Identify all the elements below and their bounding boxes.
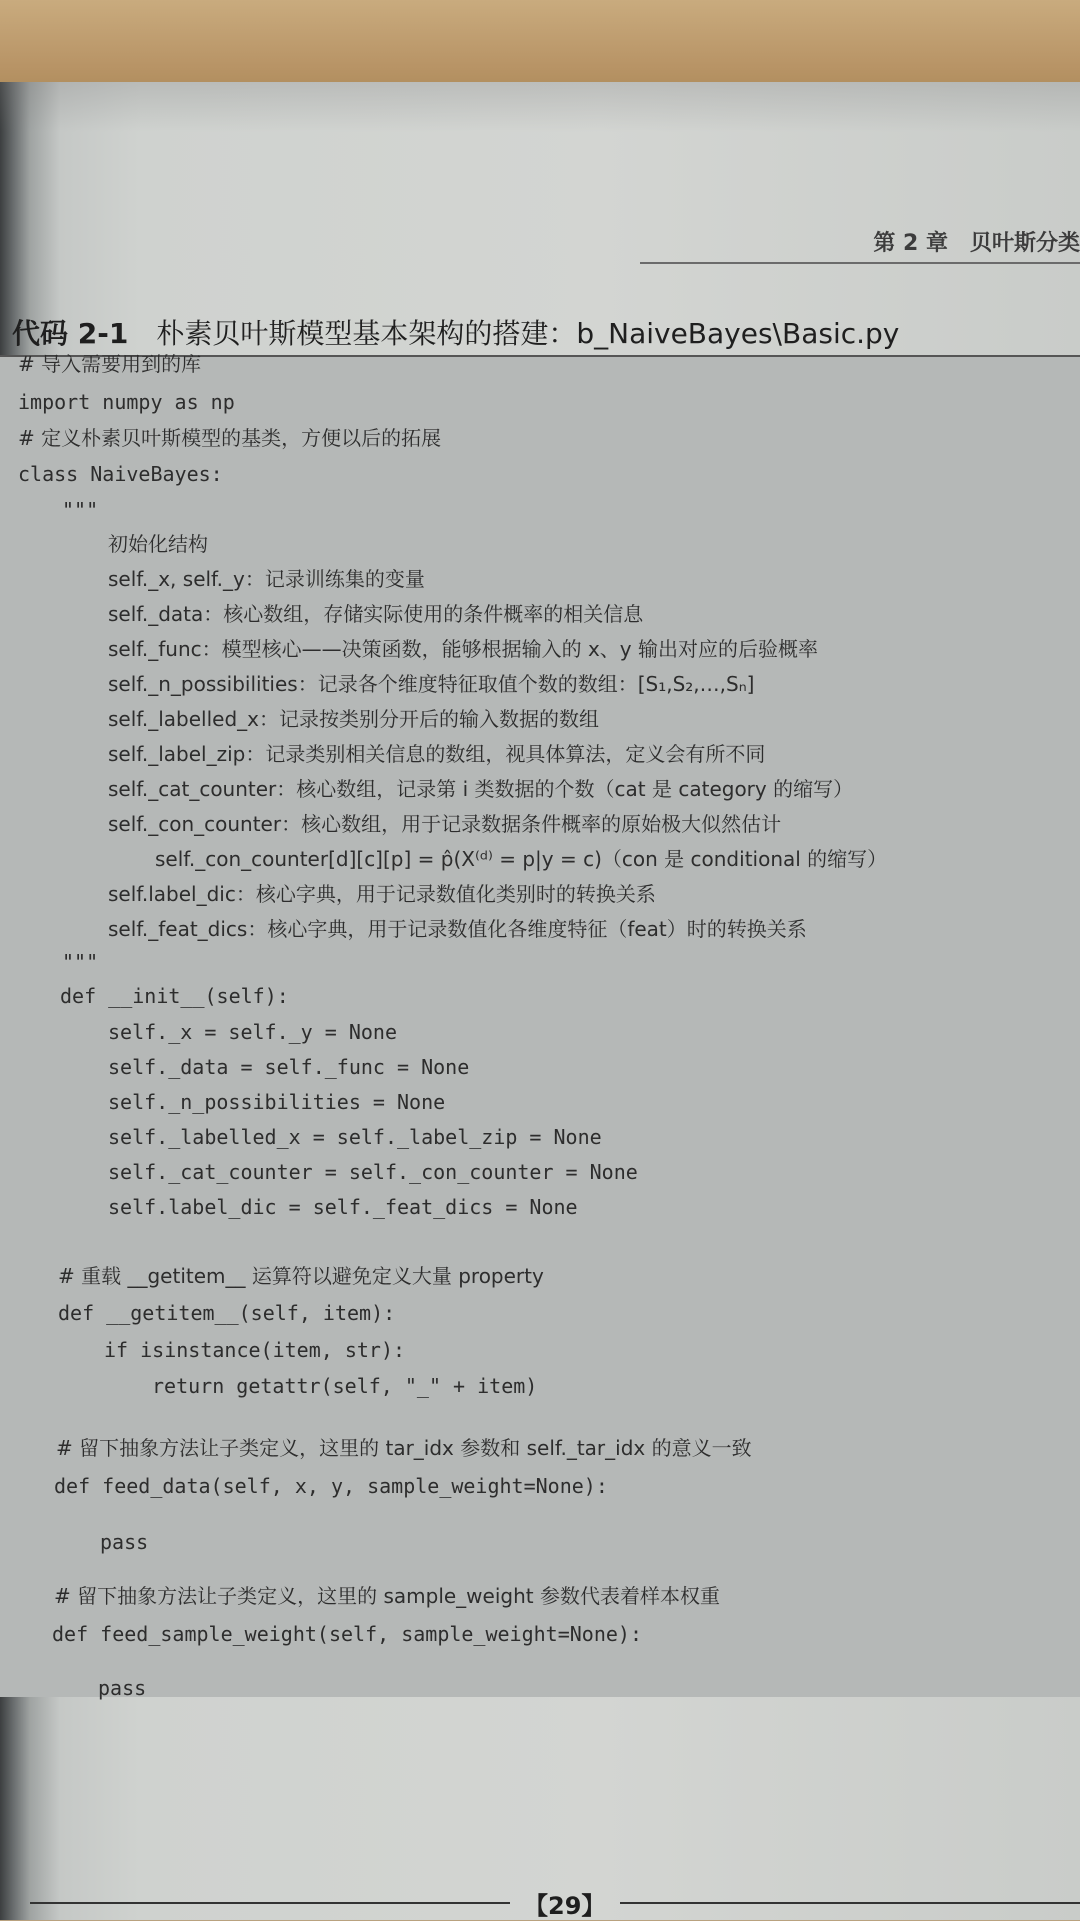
code-line-7: self._x, self._y：记录训练集的变量 <box>108 567 425 591</box>
code-line-14: self._con_counter：核心数组，用于记录数据条件概率的原始极大似然估计 <box>108 812 782 836</box>
code-line-27: def __getitem__(self, item): <box>58 1301 396 1325</box>
code-line-8: self._data：核心数组，存储实际使用的条件概率的相关信息 <box>108 602 644 626</box>
code-line-2: import numpy as np <box>18 390 235 414</box>
code-line-31: def feed_data(self, x, y, sample_weight=None): <box>54 1474 608 1498</box>
running-head-text: 第 2 章 贝叶斯分类 <box>873 231 1080 256</box>
running-head <box>640 226 1080 260</box>
code-line-9: self._func：模型核心——决策函数，能够根据输入的 x、y 输出对应的后验概率 <box>108 637 818 661</box>
code-line-10: self._n_possibilities：记录各个维度特征取值个数的数组：[S₁,S₂,…,Sₙ] <box>108 672 755 696</box>
code-line-4: class NaiveBayes: <box>18 462 223 486</box>
code-line-25: self.label_dic = self._feat_dics = None <box>108 1195 578 1219</box>
code-line-33: # 留下抽象方法让子类定义，这里的 sample_weight 参数代表着样本权重 <box>54 1584 720 1608</box>
page-shadow <box>0 82 1080 132</box>
code-caption <box>12 312 899 352</box>
running-head-rule <box>640 262 1080 264</box>
code-line-6: 初始化结构 <box>108 532 208 556</box>
code-line-35: pass <box>98 1676 147 1700</box>
code-line-18: """ <box>62 950 99 974</box>
code-line-11: self._labelled_x：记录按类别分开后的输入数据的数组 <box>108 707 599 731</box>
code-line-34: def feed_sample_weight(self, sample_weight=None): <box>52 1622 643 1646</box>
code-caption-label: 代码 2-1 <box>12 317 129 350</box>
code-line-19: def __init__(self): <box>60 984 289 1008</box>
code-line-13: self._cat_counter：核心数组，记录第 i 类数据的个数（cat 是 category 的缩写） <box>108 777 854 801</box>
footer-rule-left <box>30 1902 510 1904</box>
code-line-21: self._data = self._func = None <box>108 1055 470 1079</box>
code-line-17: self._feat_dics：核心字典，用于记录数值化各维度特征（feat）时的转换关系 <box>108 917 807 941</box>
code-line-32: pass <box>100 1530 149 1554</box>
code-line-22: self._n_possibilities = None <box>108 1090 446 1114</box>
code-line-30: # 留下抽象方法让子类定义，这里的 tar_idx 参数和 self._tar_idx 的意义一致 <box>56 1436 752 1460</box>
code-caption-title: 朴素贝叶斯模型基本架构的搭建：b_NaiveBayes\Basic.py <box>156 317 900 350</box>
code-line-5: """ <box>62 498 99 522</box>
code-line-28: if isinstance(item, str): <box>104 1338 406 1362</box>
page-number: 【29】 <box>524 1892 606 1920</box>
code-line-29: return getattr(self, "_" + item) <box>152 1374 538 1398</box>
code-line-16: self.label_dic：核心字典，用于记录数值化类别时的转换关系 <box>108 882 656 906</box>
code-line-12: self._label_zip：记录类别相关信息的数组，视具体算法，定义会有所不同 <box>108 742 766 766</box>
code-line-3: # 定义朴素贝叶斯模型的基类，方便以后的拓展 <box>18 426 442 450</box>
code-line-23: self._labelled_x = self._label_zip = None <box>108 1125 602 1149</box>
code-line-1: # 导入需要用到的库 <box>18 352 202 376</box>
code-line-20: self._x = self._y = None <box>108 1020 397 1044</box>
code-line-26: # 重载 __getitem__ 运算符以避免定义大量 property <box>58 1264 544 1288</box>
code-line-15: self._con_counter[d][c][p] = p̂(X⁽ᵈ⁾ = p|y = c)（con 是 conditional 的缩写） <box>155 847 888 871</box>
footer-rule-right <box>620 1902 1080 1904</box>
code-line-24: self._cat_counter = self._con_counter = None <box>108 1160 638 1184</box>
